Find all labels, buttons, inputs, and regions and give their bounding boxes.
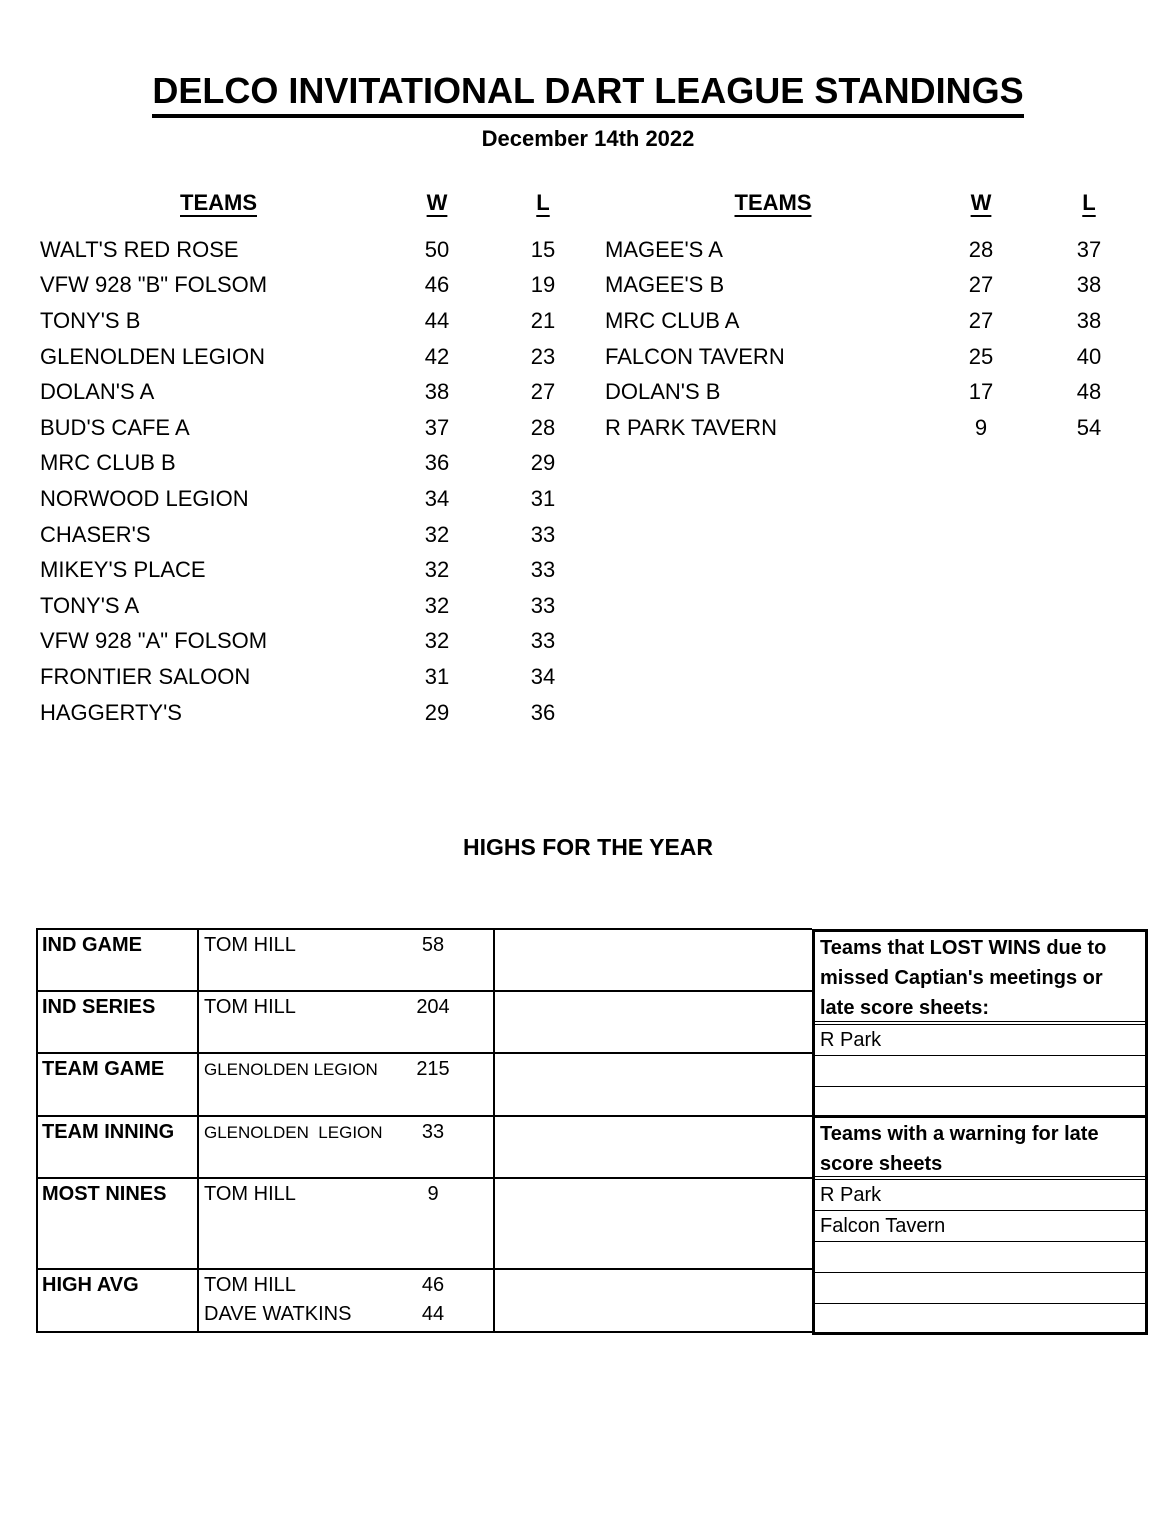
empty-cell [495, 1179, 812, 1268]
team-name: BUD'S CAFE A [40, 414, 190, 440]
team-losses: 28 [530, 414, 556, 440]
record-value: 204 [416, 996, 450, 1018]
page-title: DELCO INVITATIONAL DART LEAGUE STANDINGS [152, 70, 1023, 118]
team-losses: 33 [530, 592, 556, 618]
highs-row-ind-series [38, 992, 812, 1054]
standings-row [40, 659, 625, 695]
standings-row [40, 446, 625, 482]
column-header-teams: TEAMS [180, 190, 257, 215]
warning-team-row [815, 1304, 1145, 1332]
lost-wins-team-row [815, 1025, 1145, 1056]
penalty-box [812, 929, 1148, 1335]
team-name: TONY'S B [40, 307, 141, 333]
team-wins: 36 [424, 450, 450, 476]
warning-team-row [815, 1211, 1145, 1242]
record-value: 44 [421, 1303, 445, 1325]
record-holder: GLENOLDEN LEGION [204, 1123, 383, 1142]
highs-row-most-nines [38, 1179, 812, 1270]
team-wins: 27 [968, 307, 994, 333]
record-value: 9 [427, 1183, 439, 1205]
record-holder: GLENOLDEN LEGION [204, 1060, 378, 1079]
column-header-losses: L [536, 190, 550, 215]
warned-team: R Park [820, 1183, 882, 1206]
empty-cell [495, 1117, 812, 1177]
highs-row-high-avg [38, 1270, 812, 1333]
standings-row [605, 232, 1135, 268]
warning-heading: Teams with a warning for late score sheets [815, 1118, 1145, 1180]
record-value: 58 [421, 934, 445, 956]
team-name: DOLAN'S B [605, 379, 721, 405]
team-losses: 21 [530, 307, 556, 333]
team-losses: 19 [530, 272, 556, 298]
standings-header [605, 188, 1135, 232]
team-wins: 27 [968, 272, 994, 298]
warning-team-row [815, 1180, 1145, 1211]
standings-row [40, 517, 625, 553]
team-name: DOLAN'S A [40, 379, 155, 405]
team-losses: 33 [530, 628, 556, 654]
standings-row [605, 339, 1135, 375]
standings-row [605, 374, 1135, 410]
standings-right-block [605, 188, 1135, 446]
standings-row [40, 695, 625, 731]
warning-team-row [815, 1273, 1145, 1304]
team-wins: 37 [424, 414, 450, 440]
team-losses: 48 [1076, 379, 1102, 405]
team-losses: 37 [1076, 236, 1102, 262]
team-wins: 44 [424, 307, 450, 333]
team-wins: 46 [424, 272, 450, 298]
page-title-wrap [0, 70, 1176, 118]
team-name: VFW 928 "A" FOLSOM [40, 628, 268, 654]
standings-left-block [40, 188, 625, 730]
record-holder: TOM HILL [204, 1183, 296, 1205]
standings-row [40, 481, 625, 517]
team-wins: 29 [424, 699, 450, 725]
record-value: 215 [416, 1058, 450, 1080]
highs-label: TEAM GAME [38, 1054, 199, 1115]
team-name: MRC CLUB B [40, 450, 176, 476]
empty-cell [495, 1054, 812, 1115]
highs-label: MOST NINES [38, 1179, 199, 1268]
highs-row-team-inning [38, 1117, 812, 1179]
report-date: December 14th 2022 [481, 126, 695, 151]
highs-label: IND SERIES [38, 992, 199, 1052]
record-holder: TOM HILL [204, 996, 296, 1018]
standings-row [40, 588, 625, 624]
lost-wins-team-row [815, 1087, 1145, 1118]
highs-row-ind-game [38, 930, 812, 992]
column-header-teams: TEAMS [734, 190, 812, 215]
team-losses: 31 [530, 485, 556, 511]
column-header-losses: L [1082, 190, 1096, 215]
record-value: 33 [421, 1121, 445, 1143]
team-name: FRONTIER SALOON [40, 663, 251, 689]
team-name: MAGEE'S B [605, 272, 725, 298]
warned-team: Falcon Tavern [820, 1214, 946, 1237]
team-losses: 36 [530, 699, 556, 725]
team-wins: 17 [968, 379, 994, 405]
team-wins: 38 [424, 379, 450, 405]
team-losses: 23 [530, 343, 556, 369]
team-losses: 33 [530, 521, 556, 547]
standings-header [40, 188, 625, 232]
team-name: MIKEY'S PLACE [40, 557, 206, 583]
record-holder: TOM HILL [204, 1274, 296, 1296]
team-losses: 54 [1076, 414, 1102, 440]
record-holder: TOM HILL [204, 934, 296, 956]
team-wins: 42 [424, 343, 450, 369]
team-losses: 38 [1076, 307, 1102, 333]
team-losses: 27 [530, 379, 556, 405]
highs-label: TEAM INNING [38, 1117, 199, 1177]
team-name: R PARK TAVERN [605, 414, 777, 440]
standings-row [40, 410, 625, 446]
team-name: FALCON TAVERN [605, 343, 785, 369]
team-wins: 31 [424, 663, 450, 689]
team-wins: 32 [424, 521, 450, 547]
team-name: CHASER'S [40, 521, 151, 547]
standings-row [40, 303, 625, 339]
team-wins: 32 [424, 592, 450, 618]
team-losses: 15 [530, 236, 556, 262]
team-losses: 34 [530, 663, 556, 689]
highs-label: IND GAME [38, 930, 199, 990]
column-header-wins: W [970, 190, 992, 215]
penalized-team: R Park [820, 1028, 882, 1051]
standings-row [40, 624, 625, 660]
standings-row [605, 303, 1135, 339]
team-wins: 50 [424, 236, 450, 262]
team-wins: 9 [974, 414, 988, 440]
standings-row [605, 410, 1135, 446]
team-name: HAGGERTY'S [40, 699, 182, 725]
record-holder: DAVE WATKINS [204, 1303, 352, 1325]
standings-row [605, 268, 1135, 304]
team-name: NORWOOD LEGION [40, 485, 249, 511]
team-name: MAGEE'S A [605, 236, 723, 262]
team-wins: 25 [968, 343, 994, 369]
highs-title: HIGHS FOR THE YEAR [462, 834, 714, 860]
team-wins: 34 [424, 485, 450, 511]
highs-table [36, 928, 812, 1333]
standings-row [40, 552, 625, 588]
highs-row-team-game [38, 1054, 812, 1117]
standings-row [40, 232, 625, 268]
record-value: 46 [421, 1274, 445, 1296]
team-wins: 28 [968, 236, 994, 262]
team-losses: 38 [1076, 272, 1102, 298]
team-name: GLENOLDEN LEGION [40, 343, 265, 369]
team-losses: 40 [1076, 343, 1102, 369]
empty-cell [495, 1270, 812, 1331]
team-name: MRC CLUB A [605, 307, 740, 333]
team-name: VFW 928 "B" FOLSOM [40, 272, 268, 298]
team-name: TONY'S A [40, 592, 140, 618]
team-name: WALT'S RED ROSE [40, 236, 239, 262]
team-wins: 32 [424, 557, 450, 583]
column-header-wins: W [426, 190, 448, 215]
team-wins: 32 [424, 628, 450, 654]
warning-team-row [815, 1242, 1145, 1273]
team-losses: 33 [530, 557, 556, 583]
standings-row [40, 268, 625, 304]
empty-cell [495, 992, 812, 1052]
empty-cell [495, 930, 812, 990]
highs-label: HIGH AVG [38, 1270, 199, 1331]
lost-wins-heading: Teams that LOST WINS due to missed Captian's meetings or late score sheets: [815, 932, 1145, 1025]
lost-wins-team-row [815, 1056, 1145, 1087]
standings-row [40, 339, 625, 375]
standings-row [40, 374, 625, 410]
team-losses: 29 [530, 450, 556, 476]
